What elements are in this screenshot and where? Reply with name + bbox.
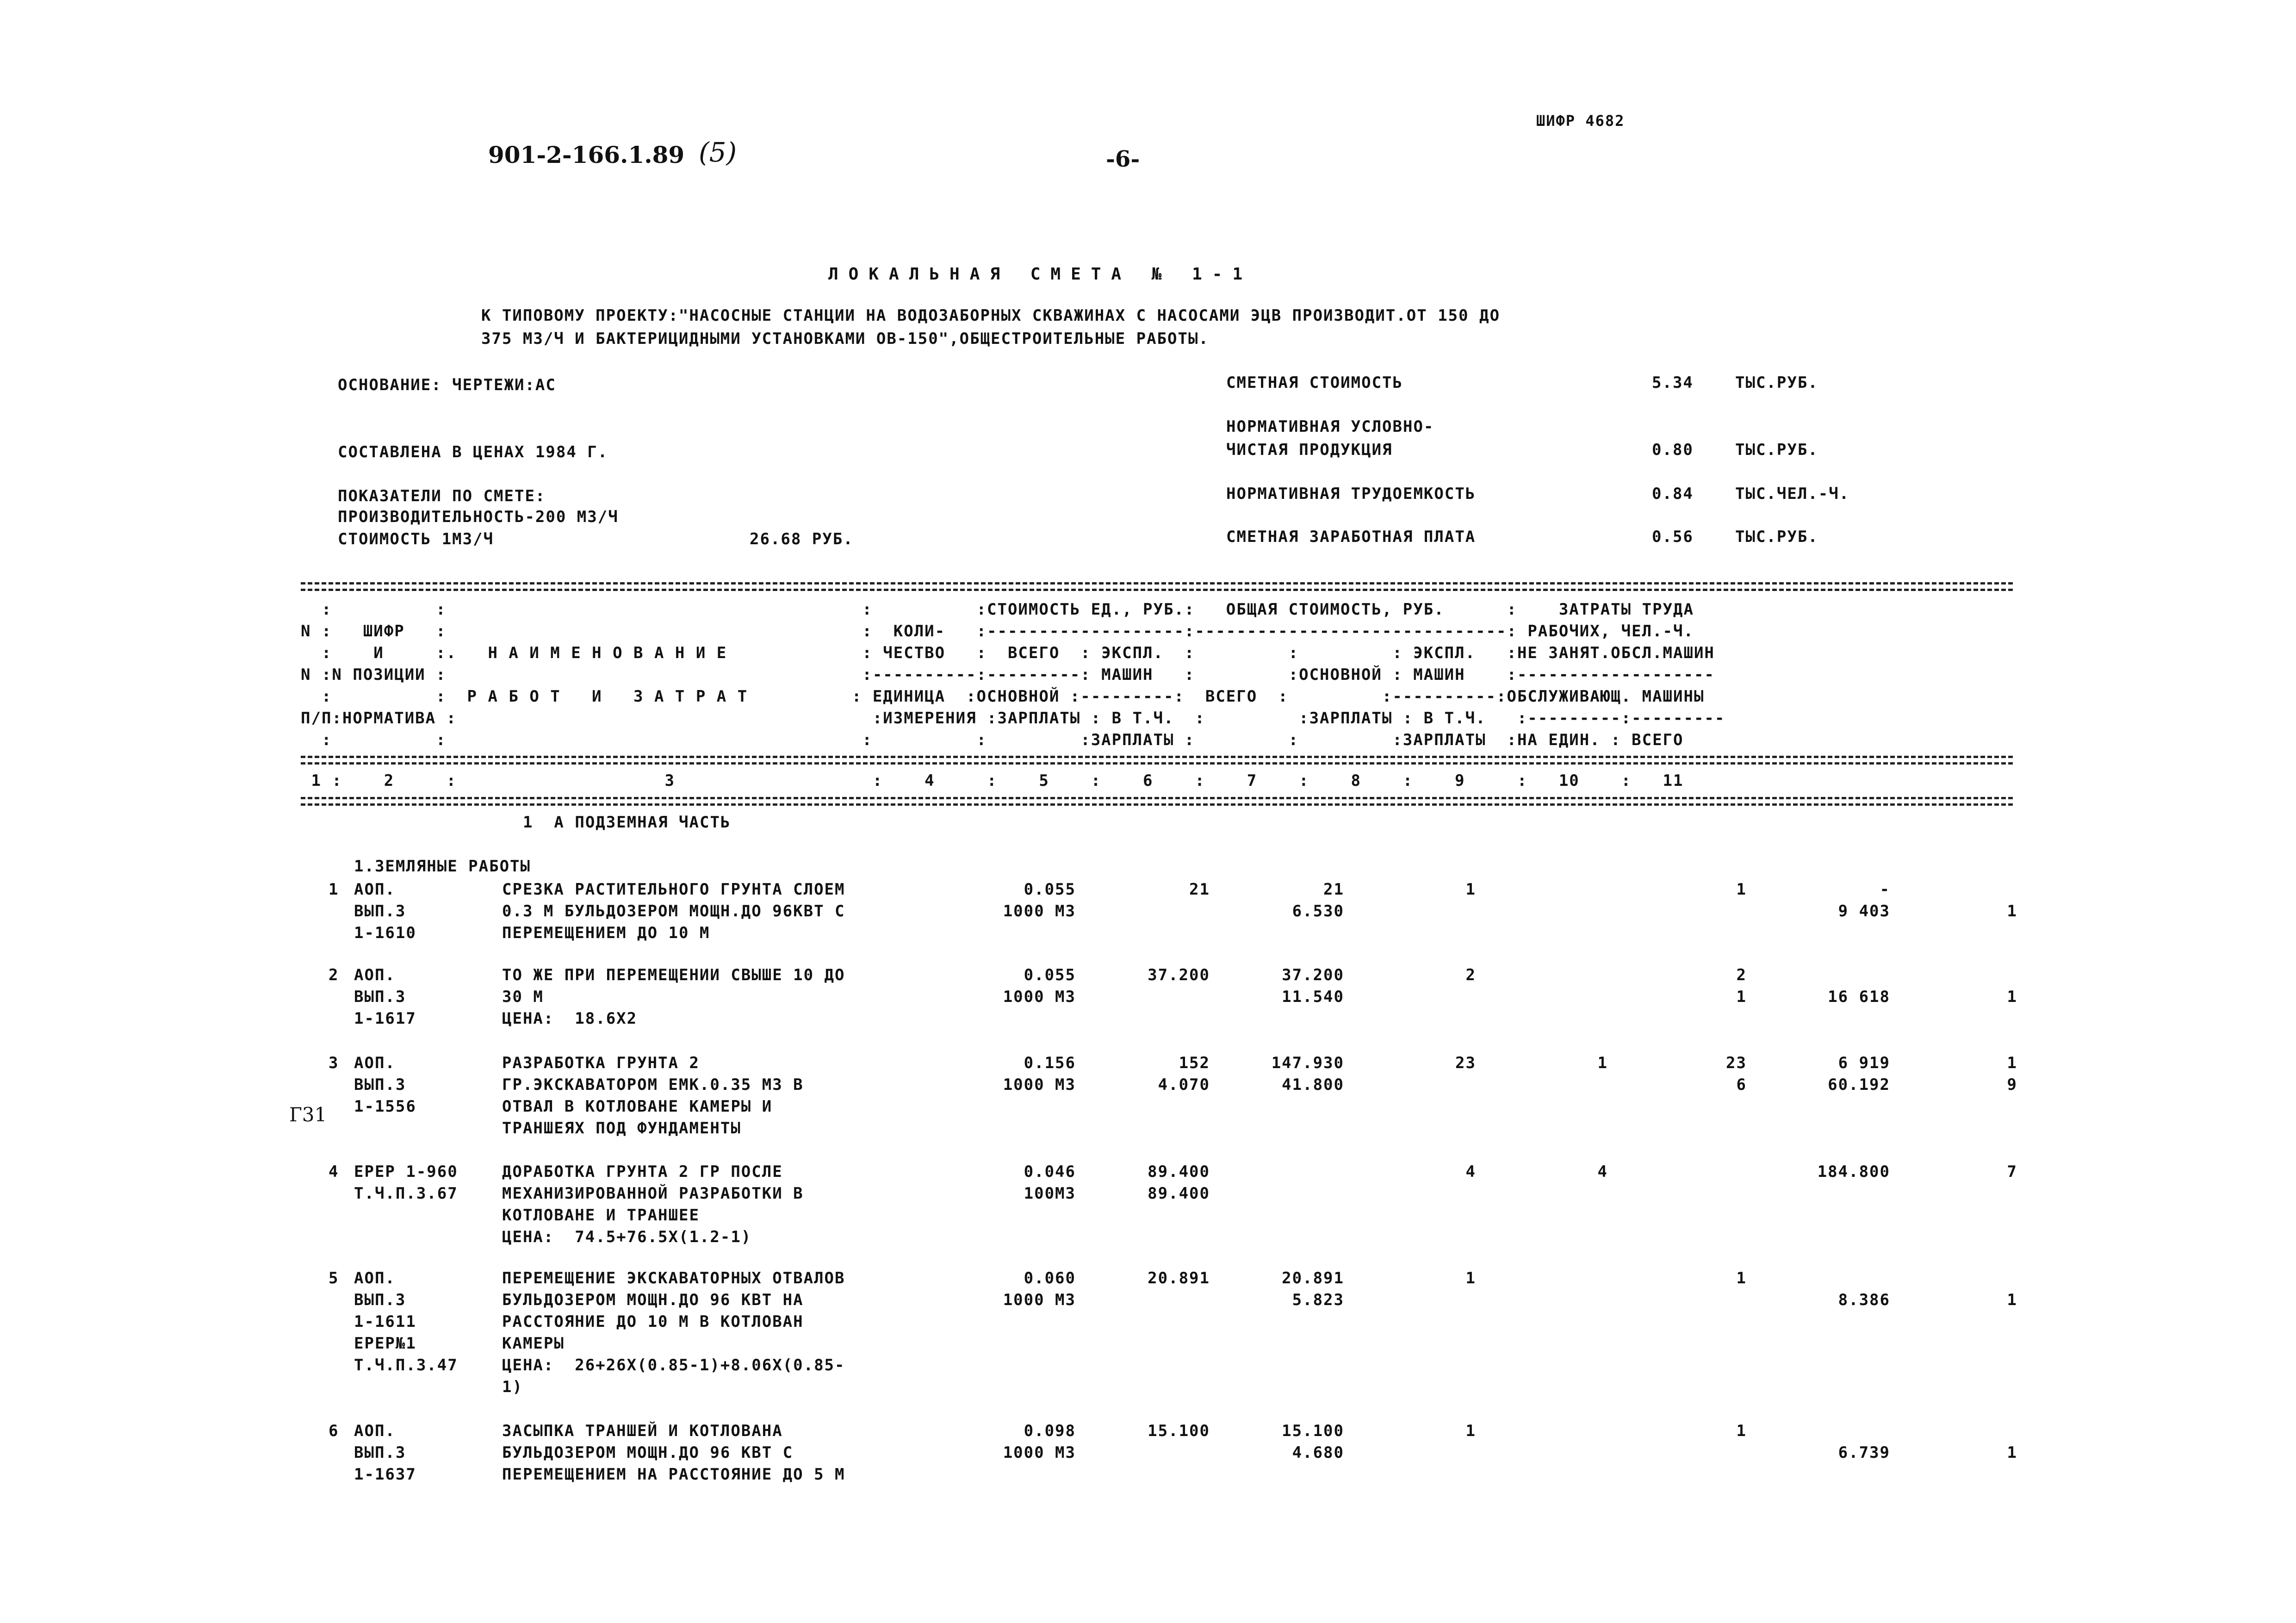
row-c9: 1 [1736, 1422, 1747, 1440]
row-c6: 41.800 [1282, 1076, 1344, 1094]
labor-value: 0.84 [1652, 485, 1694, 503]
row-number: 3 [329, 1054, 339, 1072]
row-quantity: 1000 М3 [1003, 1443, 1076, 1462]
table-header-line: : : Р А Б О Т И З А Т Р А Т : ЕДИНИЦА :ОСНОВНОЙ :---------: ВСЕГО : :----------:ОБСЛУЖИВАЮЩ. МАШИНЫ [301, 687, 1705, 706]
row-code: Т.Ч.П.3.67 [354, 1184, 458, 1203]
row-quantity: 0.055 [1024, 880, 1076, 899]
row-code: 1-1610 [354, 924, 416, 942]
row-c6: 6.530 [1292, 902, 1344, 920]
wage-unit: ТЫС.РУБ. [1735, 528, 1818, 546]
row-name: ЦЕНА: 26+26Х(0.85-1)+8.06Х(0.85- [502, 1356, 845, 1374]
row-code: ВЫП.3 [354, 988, 406, 1006]
column-number-line: 1 : 2 : 3 : 4 : 5 : 6 : 7 : 8 : 9 : 10 : 11 [301, 771, 1684, 790]
margin-mark: Г31 [289, 1103, 327, 1126]
section-title: 1 А ПОДЗЕМНАЯ ЧАСТЬ [523, 813, 731, 832]
row-quantity: 0.098 [1024, 1422, 1076, 1440]
row-quantity: 1000 М3 [1003, 1076, 1076, 1094]
row-c10: 184.800 [1817, 1163, 1890, 1181]
row-code: 1-1637 [354, 1465, 416, 1484]
row-c9: 2 [1736, 966, 1747, 984]
wage-label: СМЕТНАЯ ЗАРАБОТНАЯ ПЛАТА [1226, 528, 1476, 546]
row-c9: 23 [1726, 1054, 1747, 1072]
table-header-line: : : : : :ЗАРПЛАТЫ : : :ЗАРПЛАТЫ :НА ЕДИН. : ВСЕГО [301, 731, 1684, 749]
row-code: АОП. [354, 1269, 396, 1287]
row-number: 4 [329, 1163, 339, 1181]
npp-label-1: НОРМАТИВНАЯ УСЛОВНО- [1226, 417, 1434, 436]
row-quantity: 0.055 [1024, 966, 1076, 984]
shifr-stamp: ШИФР 4682 [1536, 112, 1625, 130]
table-header-line: : : : :СТОИМОСТЬ ЕД., РУБ.: ОБЩАЯ СТОИМОСТЬ, РУБ. : ЗАТРАТЫ ТРУДА [301, 600, 1694, 619]
npp-unit: ТЫС.РУБ. [1735, 441, 1818, 459]
row-name: ЦЕНА: 74.5+76.5Х(1.2-1) [502, 1228, 752, 1246]
row-name: ЗАСЫПКА ТРАНШЕЙ И КОТЛОВАНА [502, 1422, 783, 1440]
wage-value: 0.56 [1652, 528, 1694, 546]
subject-line-1: К ТИПОВОМУ ПРОЕКТУ:"НАСОСНЫЕ СТАНЦИИ НА ВОДОЗАБОРНЫХ СКВАЖИНАХ С НАСОСАМИ ЭЦВ ПРОИЗВОДИТ.ОТ 150 ДО [481, 306, 1501, 325]
prices-label: СОСТАВЛЕНА В ЦЕНАХ 1984 Г. [338, 443, 608, 461]
row-c6: 20.891 [1282, 1269, 1344, 1287]
row-number: 1 [329, 880, 339, 899]
row-c10: 16 618 [1828, 988, 1890, 1006]
row-number: 5 [329, 1269, 339, 1287]
row-quantity: 0.060 [1024, 1269, 1076, 1287]
row-code: 1-1611 [354, 1312, 416, 1331]
row-name: СРЕЗКА РАСТИТЕЛЬНОГО ГРУНТА СЛОЕМ [502, 880, 845, 899]
row-name: КАМЕРЫ [502, 1334, 565, 1353]
row-c10: 6 919 [1838, 1054, 1890, 1072]
row-c11: 1 [2007, 988, 2017, 1006]
estimate-cost-unit: ТЫС.РУБ. [1735, 373, 1818, 392]
indicators-title: ПОКАЗАТЕЛИ ПО СМЕТЕ: [338, 487, 546, 505]
basis-label: ОСНОВАНИЕ: ЧЕРТЕЖИ:АС [338, 376, 556, 394]
row-code: АОП. [354, 880, 396, 899]
table-column-numbers-rule [301, 797, 2013, 799]
row-name: ГР.ЭКСКАВАТОРОМ ЕМК.0.35 М3 В [502, 1076, 804, 1094]
row-name: ЦЕНА: 18.6Х2 [502, 1009, 638, 1028]
row-c7: 2 [1465, 966, 1476, 984]
row-name: КОТЛОВАНЕ И ТРАНШЕЕ [502, 1206, 700, 1225]
page-number: -6- [1106, 146, 1140, 172]
row-name: ДОРАБОТКА ГРУНТА 2 ГР ПОСЛЕ [502, 1163, 783, 1181]
row-c7: 1 [1465, 880, 1476, 899]
row-quantity: 1000 М3 [1003, 988, 1076, 1006]
row-c7: 1 [1465, 1269, 1476, 1287]
estimate-cost-value: 5.34 [1652, 373, 1694, 392]
row-c11: 9 [2007, 1076, 2017, 1094]
row-code: 1-1617 [354, 1009, 416, 1028]
indicators-productivity: ПРОИЗВОДИТЕЛЬНОСТЬ-200 М3/Ч [338, 508, 619, 526]
row-quantity: 1000 М3 [1003, 1291, 1076, 1309]
row-c11: 1 [2007, 1054, 2017, 1072]
table-header-rule [301, 756, 2013, 758]
row-c7: 4 [1465, 1163, 1476, 1181]
row-code: ЕРЕР№1 [354, 1334, 416, 1353]
table-header-rule-2 [301, 762, 2013, 765]
row-c5: 89.400 [1148, 1184, 1210, 1203]
npp-value: 0.80 [1652, 441, 1694, 459]
row-c10: - [1880, 880, 1890, 899]
row-name: ТО ЖЕ ПРИ ПЕРЕМЕЩЕНИИ СВЫШЕ 10 ДО [502, 966, 845, 984]
row-c6: 147.930 [1271, 1054, 1344, 1072]
document-code-mark: (5) [699, 137, 737, 168]
row-c10: 60.192 [1828, 1076, 1890, 1094]
row-c6: 11.540 [1282, 988, 1344, 1006]
subject-line-2: 375 М3/Ч И БАКТЕРИЦИДНЫМИ УСТАНОВКАМИ ОВ-150",ОБЩЕСТРОИТЕЛЬНЫЕ РАБОТЫ. [481, 330, 1209, 348]
document-title: ЛОКАЛЬНАЯ СМЕТА № 1-1 [828, 265, 1253, 284]
row-c6: 4.680 [1292, 1443, 1344, 1462]
row-c5: 152 [1179, 1054, 1210, 1072]
indicators-unit-cost-value: 26.68 РУБ. [750, 530, 854, 548]
row-name: РАЗРАБОТКА ГРУНТА 2 [502, 1054, 700, 1072]
row-c7: 1 [1465, 1422, 1476, 1440]
row-c9: 6 [1736, 1076, 1747, 1094]
row-c5: 4.070 [1158, 1076, 1210, 1094]
row-name: ПЕРЕМЕЩЕНИЕМ ДО 10 М [502, 924, 710, 942]
row-c9: 1 [1736, 988, 1747, 1006]
row-c10: 6.739 [1838, 1443, 1890, 1462]
row-code: Т.Ч.П.3.47 [354, 1356, 458, 1374]
row-name: ПЕРЕМЕЩЕНИЕ ЭКСКАВАТОРНЫХ ОТВАЛОВ [502, 1269, 845, 1287]
row-code: ВЫП.3 [354, 1076, 406, 1094]
row-name: 1) [502, 1378, 523, 1396]
row-c10: 9 403 [1838, 902, 1890, 920]
row-c6: 15.100 [1282, 1422, 1344, 1440]
labor-unit: ТЫС.ЧЕЛ.-Ч. [1735, 485, 1850, 503]
row-c11: 1 [2007, 902, 2017, 920]
row-c5: 15.100 [1148, 1422, 1210, 1440]
row-quantity: 0.156 [1024, 1054, 1076, 1072]
row-number: 2 [329, 966, 339, 984]
row-c10: 8.386 [1838, 1291, 1890, 1309]
table-header-line: : И :. Н А И М Е Н О В А Н И Е : ЧЕСТВО : ВСЕГО : ЭКСПЛ. : : : ЭКСПЛ. :НЕ ЗАНЯТ.ОБСЛ.МАШИН [301, 644, 1715, 662]
row-c9: 1 [1736, 1269, 1747, 1287]
row-c6: 37.200 [1282, 966, 1344, 984]
row-code: АОП. [354, 1422, 396, 1440]
row-name: ПЕРЕМЕЩЕНИЕМ НА РАССТОЯНИЕ ДО 5 М [502, 1465, 845, 1484]
row-c5: 21 [1189, 880, 1210, 899]
row-c7: 23 [1455, 1054, 1476, 1072]
row-c11: 1 [2007, 1291, 2017, 1309]
estimate-cost-label: СМЕТНАЯ СТОИМОСТЬ [1226, 373, 1403, 392]
row-code: ЕРЕР 1-960 [354, 1163, 458, 1181]
row-code: 1-1556 [354, 1097, 416, 1116]
row-c5: 89.400 [1148, 1163, 1210, 1181]
labor-label: НОРМАТИВНАЯ ТРУДОЕМКОСТЬ [1226, 485, 1476, 503]
row-code: ВЫП.3 [354, 902, 406, 920]
table-top-rule-2 [301, 589, 2013, 591]
row-name: МЕХАНИЗИРОВАННОЙ РАЗРАБОТКИ В [502, 1184, 804, 1203]
row-name: БУЛЬДОЗЕРОМ МОЩН.ДО 96 КВТ НА [502, 1291, 804, 1309]
row-code: ВЫП.3 [354, 1443, 406, 1462]
row-name: ТРАНШЕЯХ ПОД ФУНДАМЕНТЫ [502, 1119, 741, 1138]
document-code: 901-2-166.1.89 [488, 141, 685, 168]
row-name: РАССТОЯНИЕ ДО 10 М В КОТЛОВАН [502, 1312, 804, 1331]
row-c8: 1 [1597, 1054, 1608, 1072]
row-name: БУЛЬДОЗЕРОМ МОЩН.ДО 96 КВТ С [502, 1443, 794, 1462]
table-column-numbers-rule-2 [301, 803, 2013, 806]
row-quantity: 1000 М3 [1003, 902, 1076, 920]
row-name: 30 М [502, 988, 544, 1006]
table-header-line: П/П:НОРМАТИВА : :ИЗМЕРЕНИЯ :ЗАРПЛАТЫ : В Т.Ч. : :ЗАРПЛАТЫ : В Т.Ч. :---------:--------- [301, 709, 1725, 728]
row-c5: 20.891 [1148, 1269, 1210, 1287]
row-code: АОП. [354, 966, 396, 984]
row-code: ВЫП.3 [354, 1291, 406, 1309]
row-c11: 7 [2007, 1163, 2017, 1181]
row-name: ОТВАЛ В КОТЛОВАНЕ КАМЕРЫ И [502, 1097, 773, 1116]
npp-label-2: ЧИСТАЯ ПРОДУКЦИЯ [1226, 441, 1393, 459]
row-quantity: 100М3 [1024, 1184, 1076, 1203]
row-c9: 1 [1736, 880, 1747, 899]
row-c5: 37.200 [1148, 966, 1210, 984]
row-c8: 4 [1597, 1163, 1608, 1181]
group-title: 1.ЗЕМЛЯНЫЕ РАБОТЫ [354, 857, 531, 876]
table-header-line: N :N ПОЗИЦИИ : :----------:---------: МАШИН : :ОСНОВНОЙ : МАШИН :------------------- [301, 665, 1715, 684]
indicators-unit-cost-label: СТОИМОСТЬ 1М3/Ч [338, 530, 494, 548]
row-name: 0.3 М БУЛЬДОЗЕРОМ МОЩН.ДО 96КВТ С [502, 902, 845, 920]
row-quantity: 0.046 [1024, 1163, 1076, 1181]
table-top-rule [301, 582, 2013, 585]
row-c11: 1 [2007, 1443, 2017, 1462]
row-code: АОП. [354, 1054, 396, 1072]
table-header-line: N : ШИФР : : КОЛИ- :-------------------:------------------------------: РАБОЧИХ, ЧЕЛ.-Ч. [301, 622, 1694, 640]
row-c6: 21 [1323, 880, 1344, 899]
row-c6: 5.823 [1292, 1291, 1344, 1309]
row-number: 6 [329, 1422, 339, 1440]
